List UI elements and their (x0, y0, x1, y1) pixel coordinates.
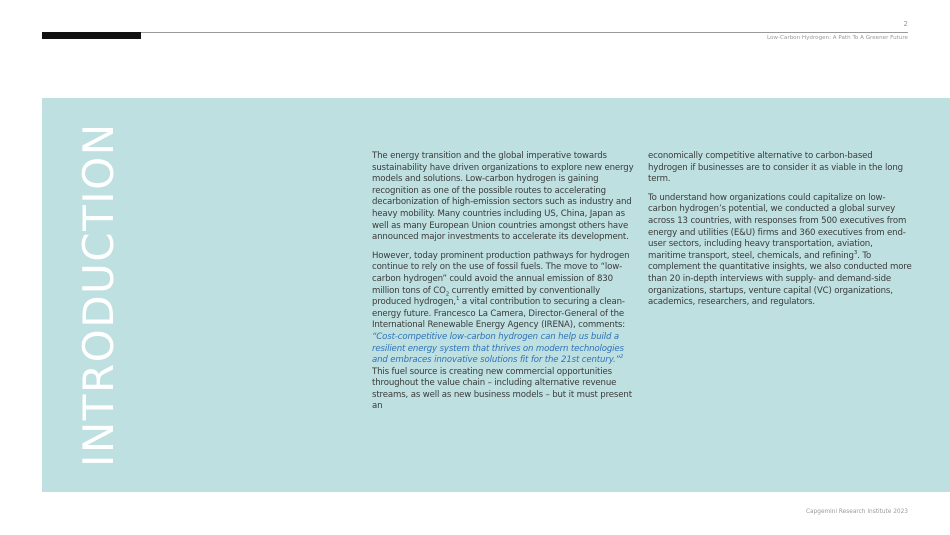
paragraph: The energy transition and the global imperative towards sustainability have driven organizations to explore new energy models and solutions. Low-carbon hydrogen is gaining recognition as one of the possible routes to accelerating decarbonization of high-emission sectors such as industry and heavy mobility. Many countries including US, China, Japan as well as many European Union countries amongst others have announced major investments to accelerate its development. (372, 151, 634, 243)
footnote-ref: 2 (619, 354, 624, 361)
paragraph-text: . To complement the quantitative insights, we also conducted more than 20 in-depth interviews with supply- and demand-side organizations, startups, venture capital (VC) organizations, academics, researchers, and regulators. (648, 250, 912, 308)
text-column-right (648, 151, 912, 316)
footnote-ref: 3 (853, 249, 858, 256)
paragraph: economically competitive alternative to carbon-based hydrogen if businesses are to consider it as viable in the long term. (648, 151, 903, 185)
paragraph-text: However, today prominent production pathways for hydrogen continue to rely on the use of fossil fuels. The move to “low-carbon hydrogen” could avoid the annual emission of 830 million tons of CO (372, 250, 630, 296)
section-title: INTRODUCTION (74, 122, 123, 467)
header-accent-bar (42, 32, 141, 39)
paragraph (372, 251, 636, 413)
pull-quote: “Cost-competitive low-carbon hydrogen can help us build a resilient energy system that thrives on modern technologies and embraces innovative solutions fit for the 21st century.” (372, 331, 624, 366)
paragraph-text: a vital contribution to securing a clean-energy future. Francesco La Camera, Director-General of the International Renewable Energy Agency (IRENA), comments: (372, 297, 625, 331)
co2-subscript: 2 (445, 291, 450, 298)
text-column-left (372, 151, 636, 420)
footnote-ref: 1 (455, 296, 460, 303)
report-title: Low-Carbon Hydrogen: A Path To A Greener Future (766, 35, 908, 41)
header-rule (141, 32, 908, 33)
paragraph-text: currently emitted by conventionally produced hydrogen, (372, 285, 601, 308)
page-number: 2 (903, 20, 908, 28)
footer-credit: Capgemini Research Institute 2023 (805, 509, 908, 515)
paragraph (648, 193, 912, 309)
paragraph-text: This fuel source is creating new commercial opportunities throughout the value chain – including alternative revenue streams, as well as new business models – but it must present an (372, 366, 632, 412)
paragraph-text: To understand how organizations could capitalize on low-carbon hydrogen’s potential, we conducted a global survey across 13 countries, with responses from 500 executives from energy and utilities (E&U) firms and 360 executives from end-user sectors, including heavy transportation, aviation, maritime transport, steel, chemicals, and refining (648, 192, 907, 261)
